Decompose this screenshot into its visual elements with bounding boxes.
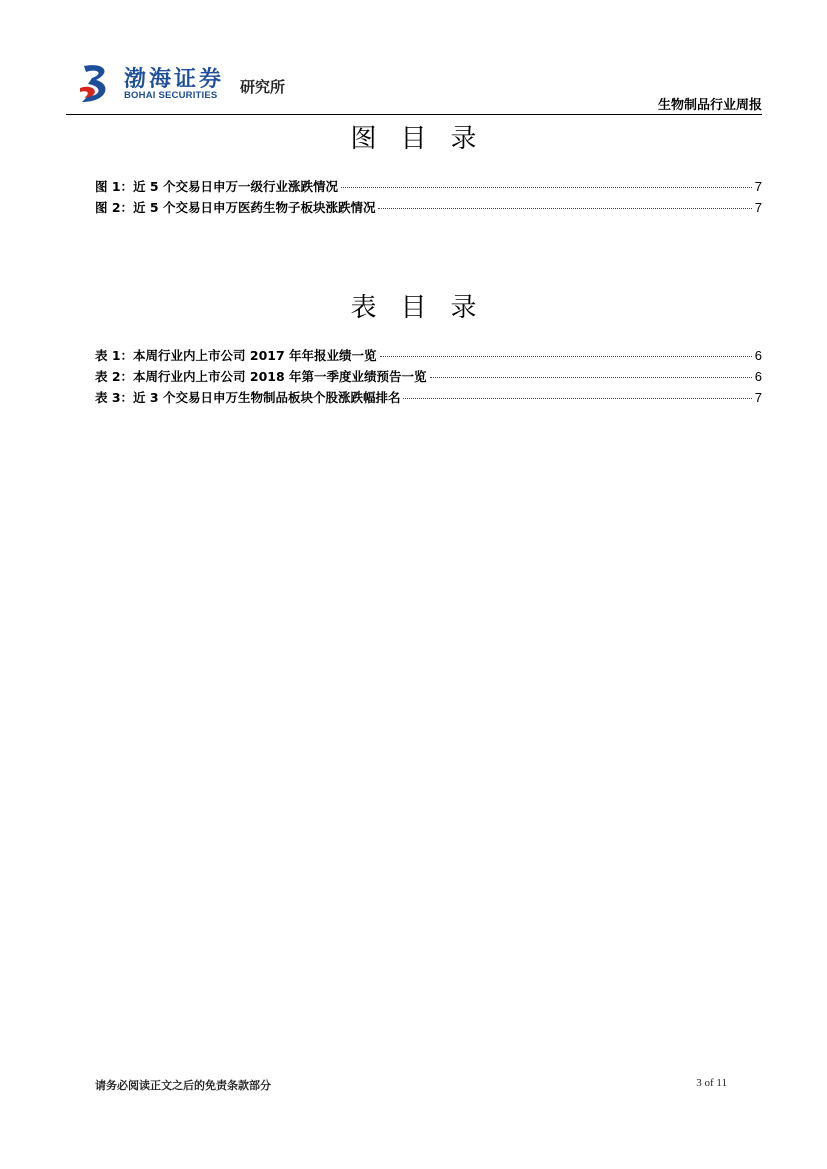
toc-entry-text: 图 2：近 5 个交易日申万医药生物子板块涨跌情况 [95,200,376,215]
toc-entry-page: 7 [754,390,762,405]
toc-entry[interactable] [95,346,762,367]
toc-entry-text: 图 1：近 5 个交易日申万一级行业涨跌情况 [95,179,338,194]
toc-entry[interactable] [95,177,762,198]
toc-entry-text: 表 2：本周行业内上市公司 2018 年第一季度业绩预告一览 [95,369,427,384]
report-type: 生物制品行业周报 [657,98,762,113]
figures-toc-title: 图目录 [350,124,501,154]
toc-entry-page: 7 [754,200,762,215]
toc-entry[interactable] [95,198,762,219]
figures-toc-list [95,177,762,219]
tables-toc-list [95,346,762,409]
toc-leader-dots [341,187,752,188]
toc-entry[interactable] [95,367,762,388]
header-divider [66,114,762,115]
toc-entry-page: 6 [754,348,762,363]
tables-toc-title: 表目录 [350,293,501,323]
footer-page-indicator: 3 of 11 [696,1077,727,1089]
logo-chinese-name: 渤海证券 [124,66,225,92]
toc-entry-text: 表 1：本周行业内上市公司 2017 年年报业绩一览 [95,348,377,363]
toc-leader-dots [430,377,752,378]
toc-leader-dots [380,356,752,357]
page-header [66,60,762,114]
toc-entry-text: 表 3：近 3 个交易日申万生物制品板块个股涨跌幅排名 [95,390,401,405]
toc-entry-page: 6 [754,369,762,384]
logo-english-name: BOHAI SECURITIES [124,90,218,101]
toc-leader-dots [403,398,751,399]
toc-leader-dots [378,208,751,209]
footer-disclaimer: 请务必阅读正文之后的免责条款部分 [95,1079,271,1092]
bohai-logo [78,62,378,106]
toc-entry[interactable] [95,388,762,409]
institute-label: 研究所 [240,78,286,96]
toc-entry-page: 7 [754,179,762,194]
bohai-logo-icon [78,62,116,106]
